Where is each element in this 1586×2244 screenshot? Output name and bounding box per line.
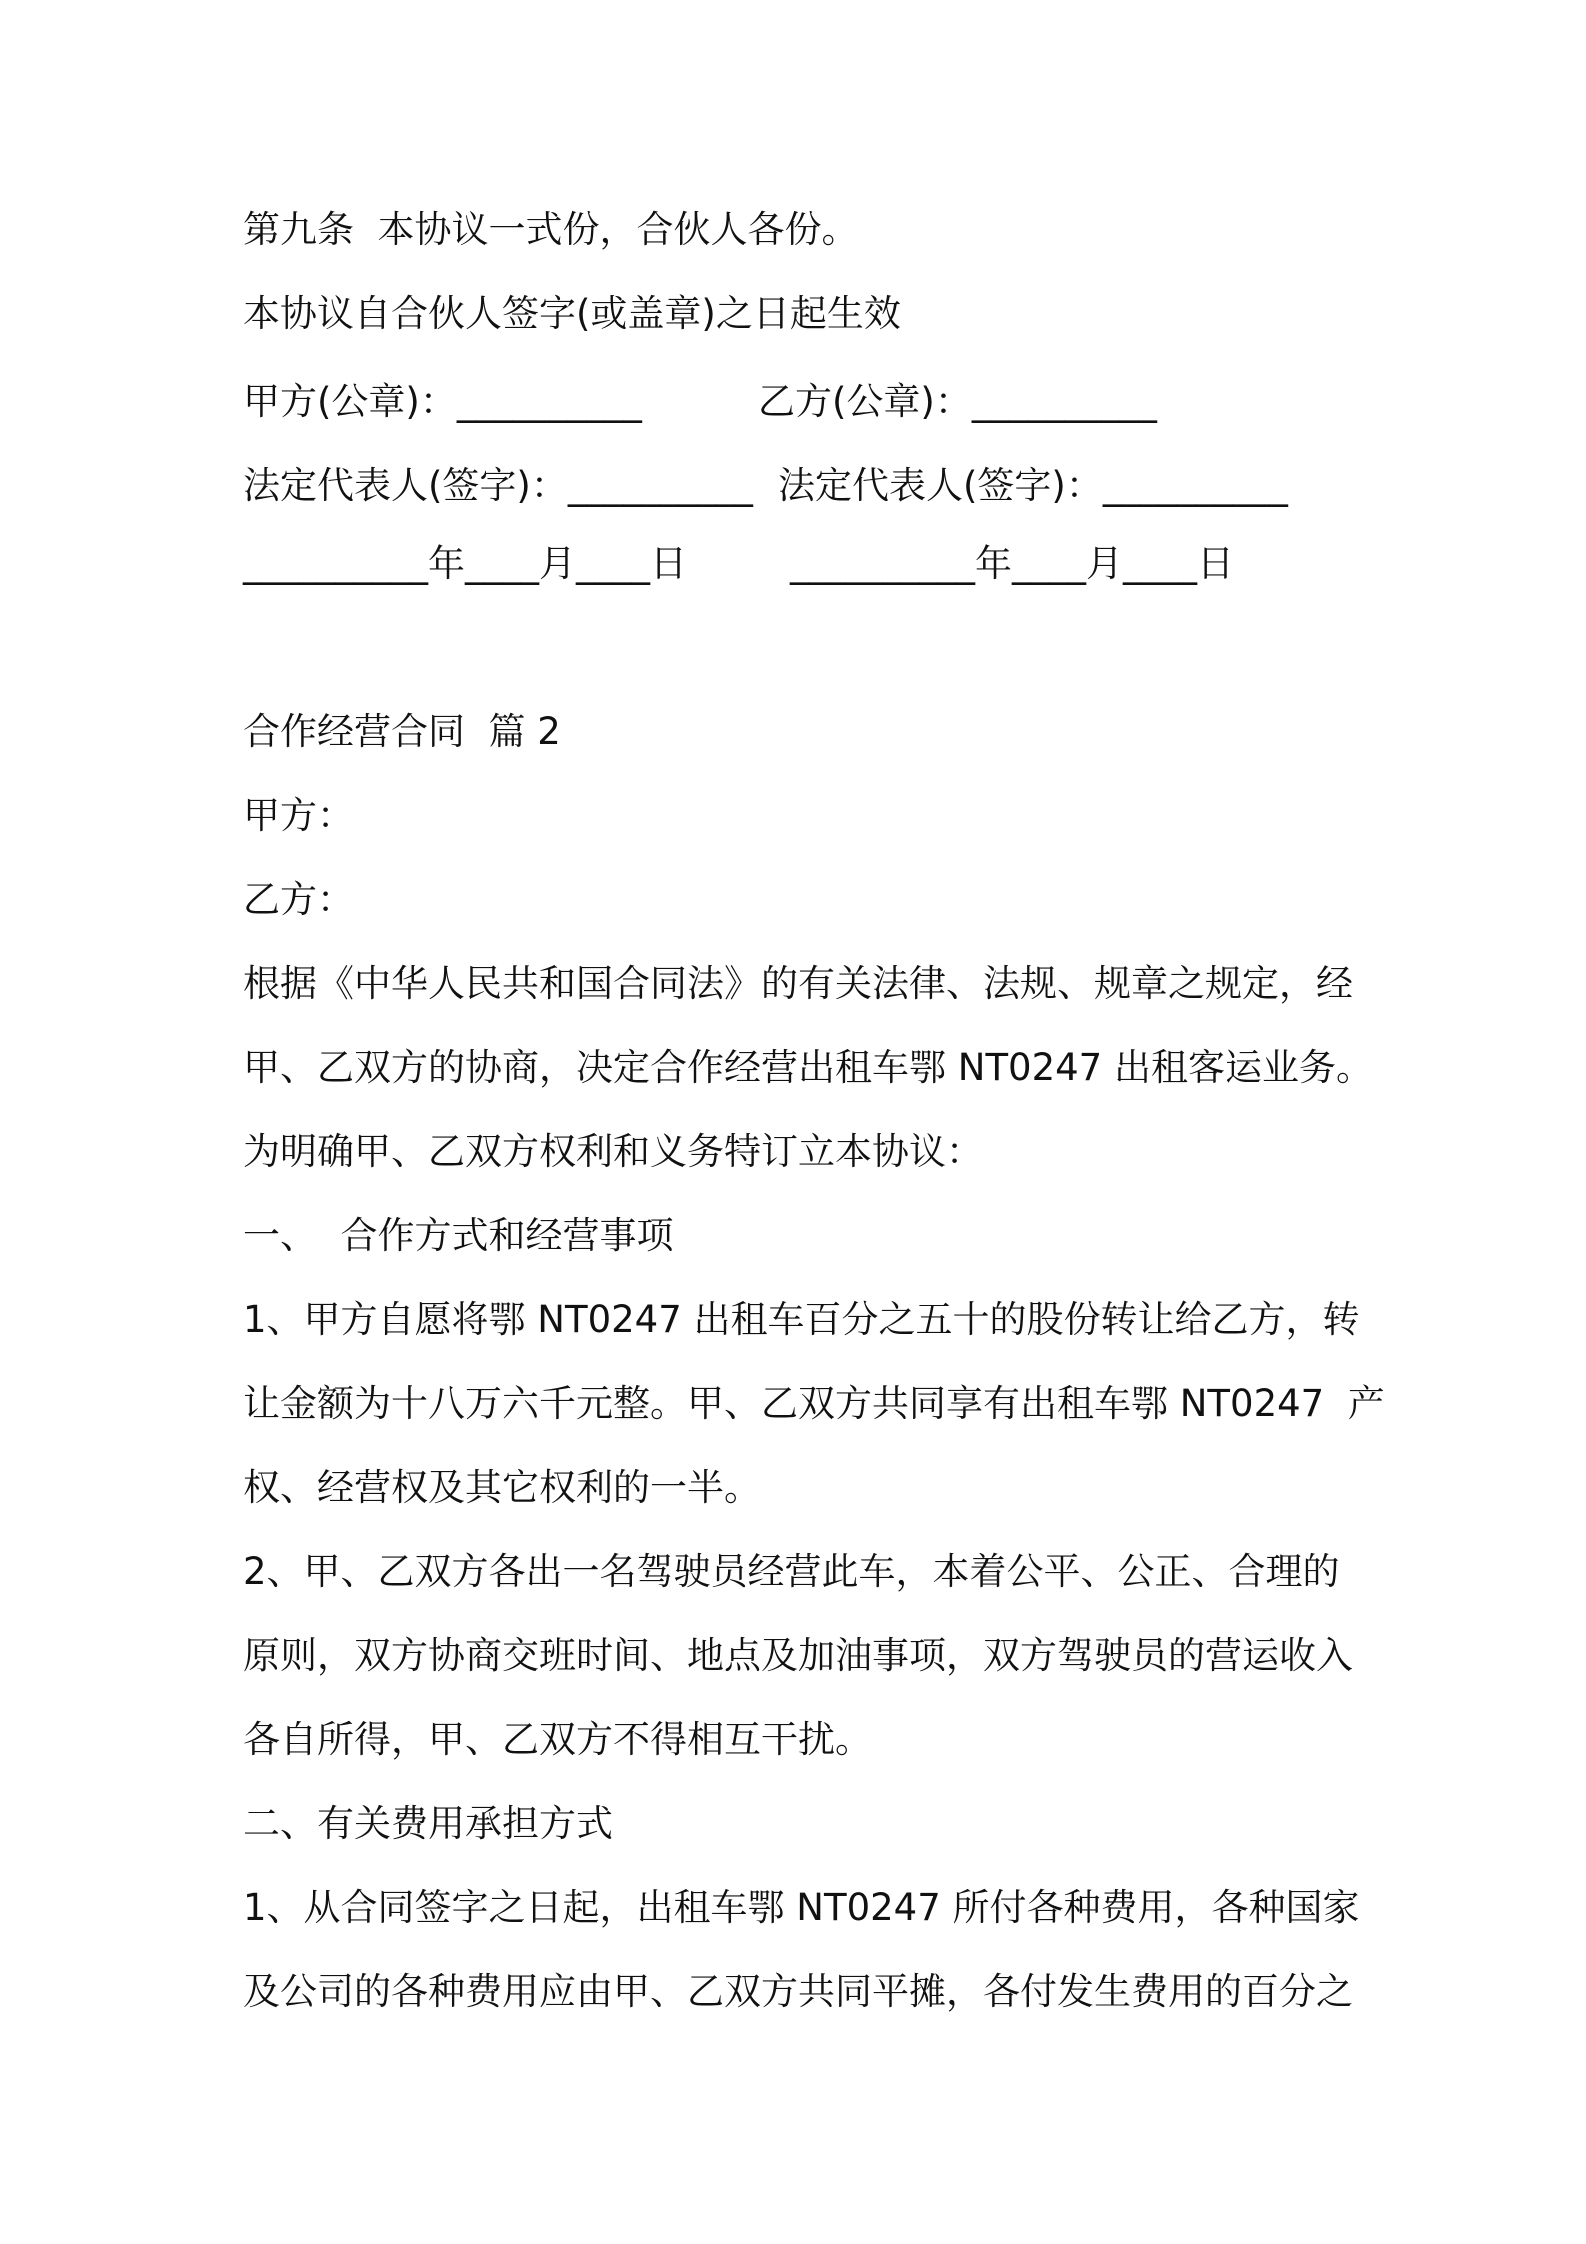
contract-2-title: 合作经营合同 篇 2 (243, 710, 561, 753)
intro-line: 根据《中华人民共和国合同法》的有关法律、法规、规章之规定，经 (243, 962, 1353, 1005)
item-1-line: 让金额为十八万六千元整。甲、乙双方共同享有出租车鄂 NT0247 产 (243, 1382, 1385, 1425)
party-a-representative: 法定代表人(签字)：__________ (243, 464, 753, 507)
article-9: 第九条 本协议一式份，合伙人各份。 (243, 208, 859, 251)
heading-fees: 二、有关费用承担方式 (243, 1802, 613, 1845)
party-a-date: __________年____月____日 (243, 542, 687, 585)
heading-cooperation: 一、 合作方式和经营事项 (243, 1214, 674, 1257)
fee-line: 1、从合同签字之日起，出租车鄂 NT0247 所付各种费用，各种国家 (243, 1886, 1360, 1929)
item-1-line: 1、甲方自愿将鄂 NT0247 出租车百分之五十的股份转让给乙方，转 (243, 1298, 1360, 1341)
party-b-representative: 法定代表人(签字)：__________ (778, 464, 1288, 507)
party-b-date: __________年____月____日 (790, 542, 1234, 585)
contract-2-party-b: 乙方： (243, 878, 354, 921)
item-2-line: 各自所得，甲、乙双方不得相互干扰。 (243, 1718, 872, 1761)
party-b-seal: 乙方(公章)：__________ (758, 380, 1157, 423)
intro-line: 为明确甲、乙双方权利和义务特订立本协议： (243, 1130, 983, 1173)
item-1-line: 权、经营权及其它权利的一半。 (243, 1466, 761, 1509)
fee-line: 及公司的各种费用应由甲、乙双方共同平摊，各付发生费用的百分之 (243, 1970, 1353, 2013)
contract-2-party-a: 甲方： (243, 794, 354, 837)
party-a-seal: 甲方(公章)：__________ (243, 380, 642, 423)
item-2-line: 原则，双方协商交班时间、地点及加油事项，双方驾驶员的营运收入 (243, 1634, 1353, 1677)
effective-clause: 本协议自合伙人签字(或盖章)之日起生效 (243, 292, 901, 335)
intro-line: 甲、乙双方的协商，决定合作经营出租车鄂 NT0247 出租客运业务。 (243, 1046, 1373, 1089)
item-2-line: 2、甲、乙双方各出一名驾驶员经营此车，本着公平、公正、合理的 (243, 1550, 1340, 1593)
